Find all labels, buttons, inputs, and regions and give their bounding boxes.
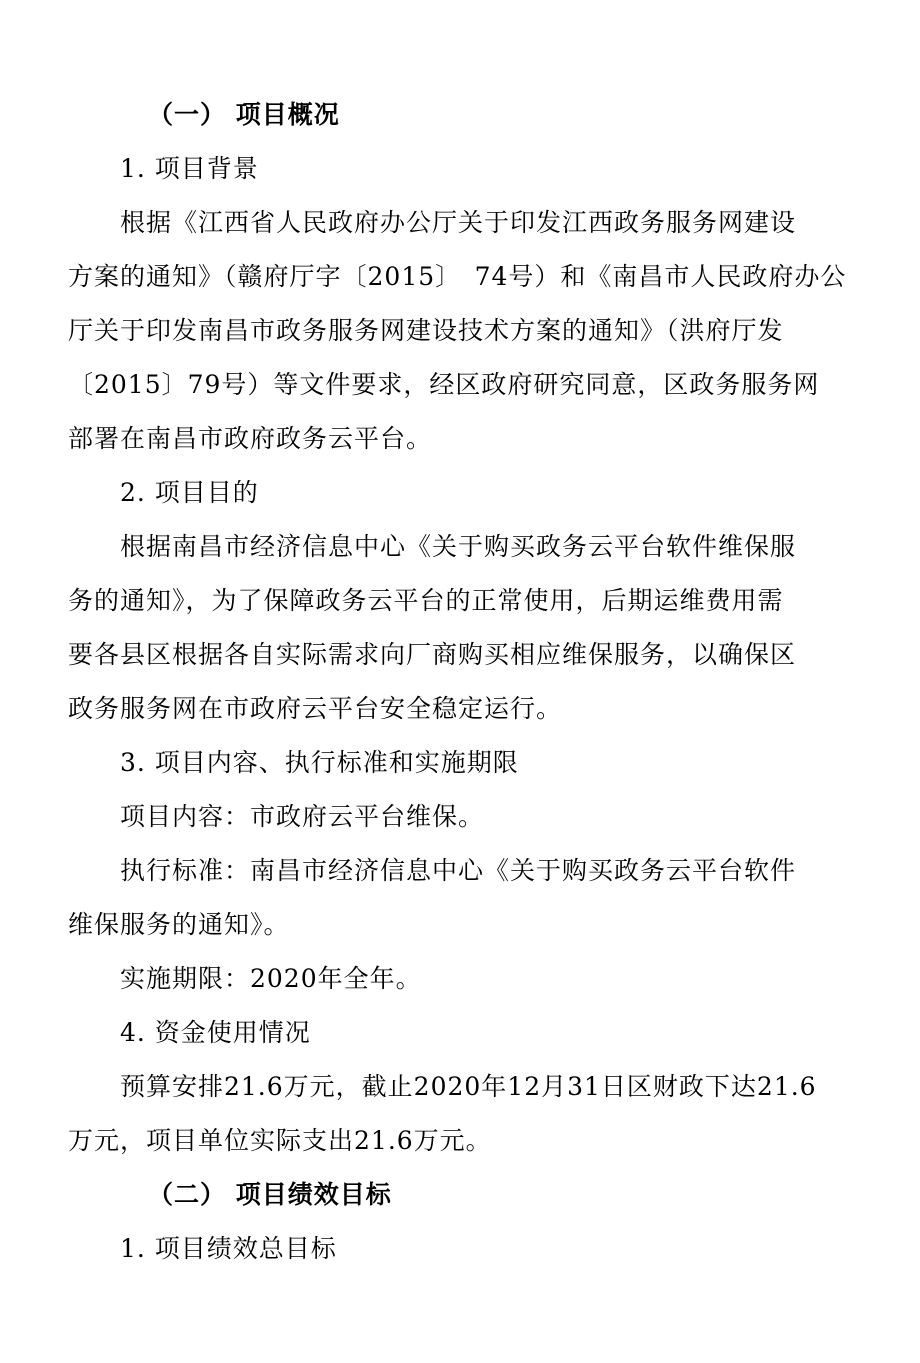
paragraph-line: 预算安排21.6万元，截止2020年12月31日区财政下达21.6 xyxy=(120,1072,817,1101)
subheading-background: 1. 项目背景 xyxy=(120,154,259,183)
paragraph-line: 万元，项目单位实际支出21.6万元。 xyxy=(68,1126,492,1155)
paragraph-line: 方案的通知》（赣府厅字〔2015〕 74号）和《南昌市人民政府办公 xyxy=(68,262,847,291)
subheading-funding: 4. 资金使用情况 xyxy=(120,1018,311,1047)
section-heading-targets: （二） 项目绩效目标 xyxy=(148,1180,392,1209)
subheading-content: 3. 项目内容、执行标准和实施期限 xyxy=(120,748,519,777)
paragraph-line: 执行标准：南昌市经济信息中心《关于购买政务云平台软件 xyxy=(120,856,797,885)
paragraph-line: 项目内容：市政府云平台维保。 xyxy=(120,802,485,831)
paragraph-line: 务的通知》，为了保障政务云平台的正常使用，后期运维费用需 xyxy=(68,586,784,615)
paragraph-line: 部署在南昌市政府政务云平台。 xyxy=(68,424,433,453)
subheading-overall-target: 1. 项目绩效总目标 xyxy=(120,1234,337,1263)
paragraph-line: 实施期限：2020年全年。 xyxy=(120,964,422,993)
paragraph-line: 根据南昌市经济信息中心《关于购买政务云平台软件维保服 xyxy=(120,532,797,561)
paragraph-line: 根据《江西省人民政府办公厅关于印发江西政务服务网建设 xyxy=(120,208,797,237)
section-heading-overview: （一） 项目概况 xyxy=(148,100,340,129)
subheading-purpose: 2. 项目目的 xyxy=(120,478,259,507)
paragraph-line: 政务服务网在市政府云平台安全稳定运行。 xyxy=(68,694,563,723)
paragraph-line: 厅关于印发南昌市政务服务网建设技术方案的通知》（洪府厅发 xyxy=(68,316,784,345)
paragraph-line: 〔2015〕79号）等文件要求，经区政府研究同意，区政务服务网 xyxy=(68,370,820,399)
paragraph-line: 要各县区根据各自实际需求向厂商购买相应维保服务，以确保区 xyxy=(68,640,797,669)
paragraph-line: 维保服务的通知》。 xyxy=(68,910,290,939)
